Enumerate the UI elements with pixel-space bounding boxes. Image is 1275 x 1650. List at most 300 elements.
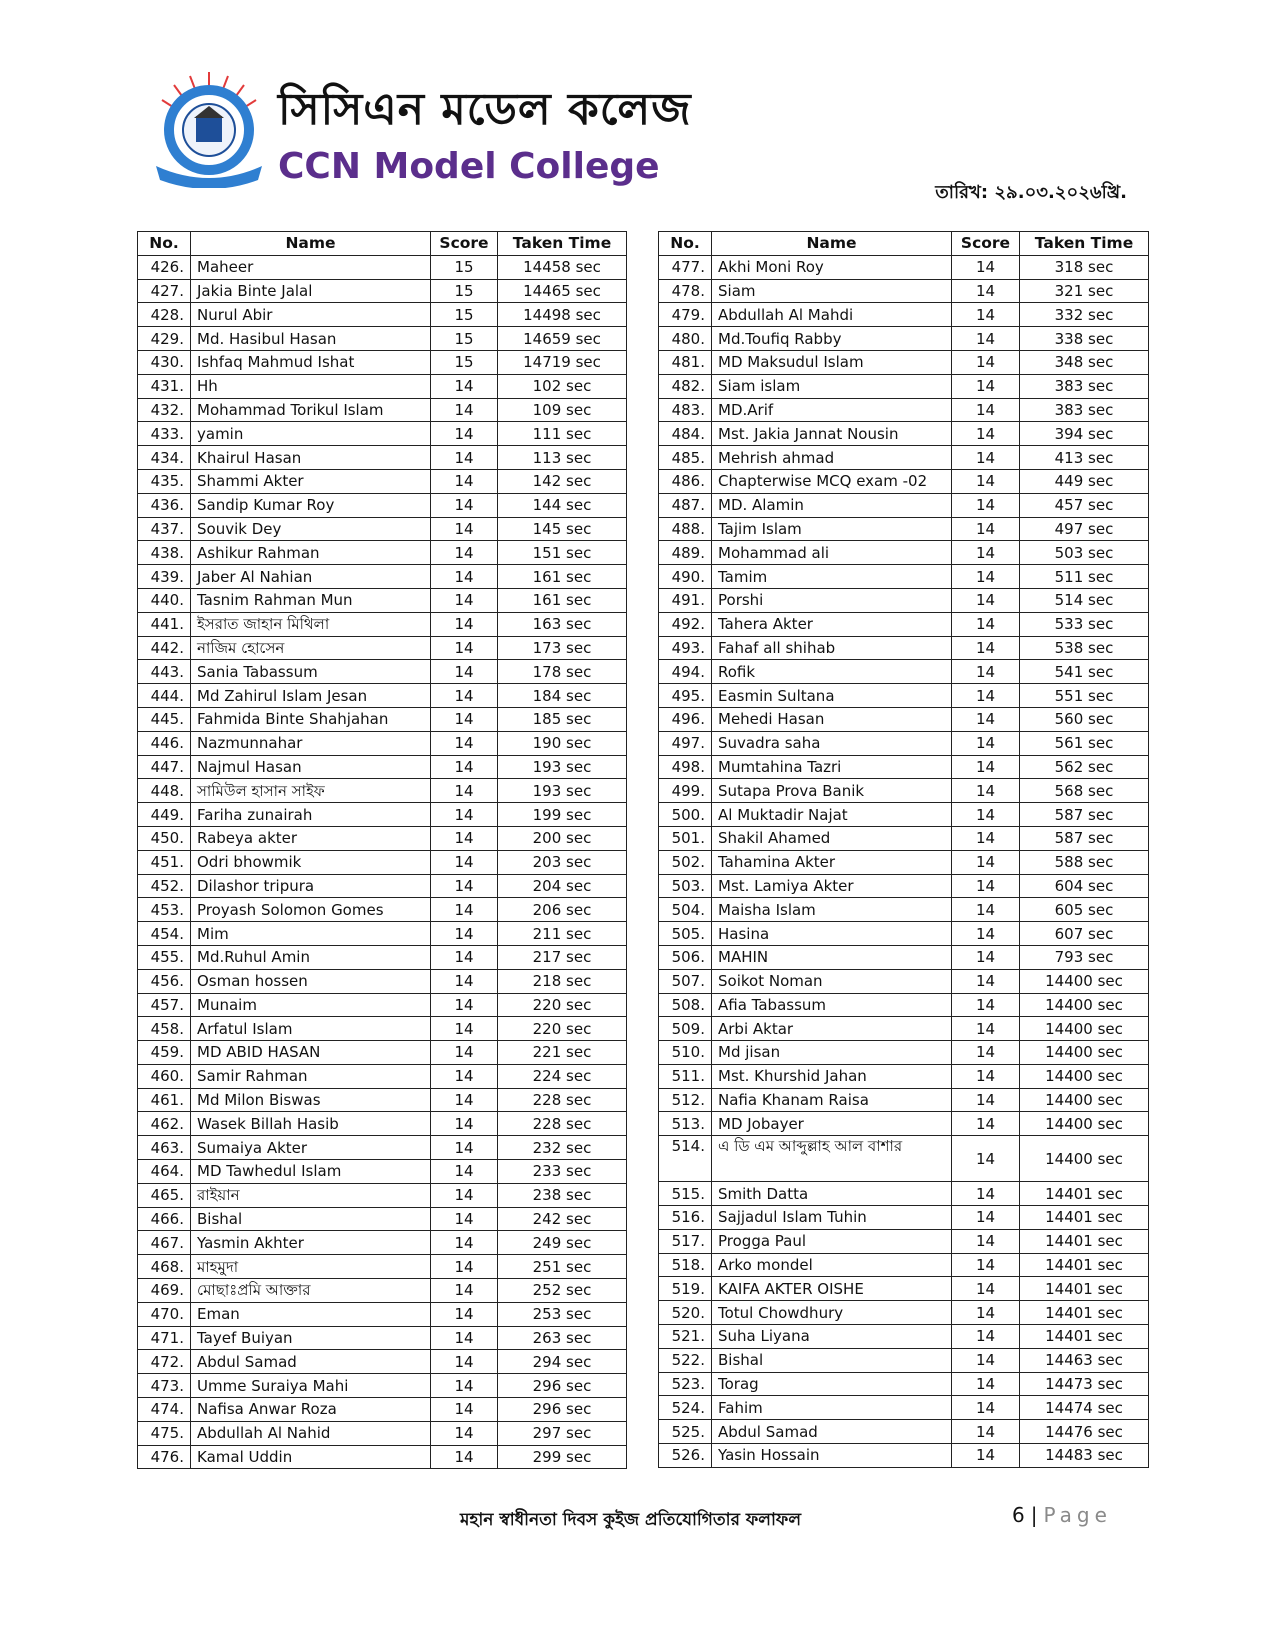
- participant-name: Mehedi Hasan: [712, 707, 952, 731]
- table-row: [138, 1445, 627, 1469]
- header-taken-time: Taken Time: [498, 232, 627, 256]
- table-row: [659, 874, 1149, 898]
- taken-time: 161 sec: [498, 565, 627, 589]
- score: 14: [431, 398, 498, 422]
- participant-name: Rofik: [712, 660, 952, 684]
- page-word: Page: [1043, 1503, 1112, 1527]
- taken-time: 383 sec: [1020, 398, 1149, 422]
- row-number: 440.: [138, 588, 191, 612]
- taken-time: 14400 sec: [1020, 1112, 1149, 1136]
- score: 14: [952, 969, 1020, 993]
- row-number: 449.: [138, 803, 191, 827]
- table-row: [659, 898, 1149, 922]
- score: 14: [952, 588, 1020, 612]
- table-header-row: [659, 232, 1149, 256]
- participant-name: Porshi: [712, 588, 952, 612]
- row-number: 518.: [659, 1253, 712, 1277]
- results-table-right: [658, 231, 1149, 1468]
- table-row: [659, 1206, 1149, 1230]
- taken-time: 560 sec: [1020, 707, 1149, 731]
- taken-time: 449 sec: [1020, 469, 1149, 493]
- row-number: 473.: [138, 1374, 191, 1398]
- participant-name: Wasek Billah Hasib: [191, 1112, 431, 1136]
- participant-name: Rabeya akter: [191, 826, 431, 850]
- taken-time: 562 sec: [1020, 755, 1149, 779]
- row-number: 442.: [138, 636, 191, 660]
- taken-time: 318 sec: [1020, 255, 1149, 279]
- participant-name: MD Tawhedul Islam: [191, 1160, 431, 1184]
- row-number: 507.: [659, 969, 712, 993]
- table-row: [659, 279, 1149, 303]
- participant-name: Abdullah Al Nahid: [191, 1421, 431, 1445]
- participant-name: Mst. Khurshid Jahan: [712, 1064, 952, 1088]
- taken-time: 163 sec: [498, 612, 627, 636]
- table-row: [138, 1279, 627, 1303]
- row-number: 461.: [138, 1088, 191, 1112]
- table-row: [659, 517, 1149, 541]
- header-score: Score: [952, 232, 1020, 256]
- participant-name: Tajim Islam: [712, 517, 952, 541]
- table-row: [138, 636, 627, 660]
- score: 14: [952, 1396, 1020, 1420]
- taken-time: 217 sec: [498, 945, 627, 969]
- participant-name: Md Milon Biswas: [191, 1088, 431, 1112]
- taken-time: 503 sec: [1020, 541, 1149, 565]
- participant-name: Progga Paul: [712, 1229, 952, 1253]
- taken-time: 193 sec: [498, 779, 627, 803]
- table-row: [138, 1183, 627, 1207]
- score: 14: [952, 707, 1020, 731]
- table-row: [659, 1420, 1149, 1444]
- taken-time: 533 sec: [1020, 612, 1149, 636]
- table-row: [659, 684, 1149, 708]
- score: 14: [431, 1183, 498, 1207]
- participant-name: Proyash Solomon Gomes: [191, 898, 431, 922]
- participant-name: Bishal: [191, 1207, 431, 1231]
- table-row: [138, 969, 627, 993]
- table-row: [138, 707, 627, 731]
- college-name-en: CCN Model College: [278, 146, 660, 187]
- row-number: 489.: [659, 541, 712, 565]
- row-number: 428.: [138, 303, 191, 327]
- taken-time: 184 sec: [498, 684, 627, 708]
- score: 14: [952, 398, 1020, 422]
- table-row: [659, 731, 1149, 755]
- table-row: [138, 374, 627, 398]
- taken-time: 232 sec: [498, 1136, 627, 1160]
- participant-name: Dilashor tripura: [191, 874, 431, 898]
- taken-time: 338 sec: [1020, 327, 1149, 351]
- row-number: 443.: [138, 660, 191, 684]
- taken-time: 161 sec: [498, 588, 627, 612]
- taken-time: 211 sec: [498, 922, 627, 946]
- participant-name: Sajjadul Islam Tuhin: [712, 1206, 952, 1230]
- participant-name: Umme Suraiya Mahi: [191, 1374, 431, 1398]
- taken-time: 173 sec: [498, 636, 627, 660]
- participant-name: Md.Ruhul Amin: [191, 945, 431, 969]
- taken-time: 604 sec: [1020, 874, 1149, 898]
- score: 14: [952, 1444, 1020, 1468]
- row-number: 435.: [138, 469, 191, 493]
- taken-time: 14401 sec: [1020, 1253, 1149, 1277]
- taken-time: 511 sec: [1020, 565, 1149, 589]
- table-row: [138, 1421, 627, 1445]
- participant-name: Mumtahina Tazri: [712, 755, 952, 779]
- row-number: 478.: [659, 279, 712, 303]
- taken-time: 14401 sec: [1020, 1277, 1149, 1301]
- taken-time: 253 sec: [498, 1302, 627, 1326]
- score: 14: [431, 1374, 498, 1398]
- participant-name: MD. Alamin: [712, 493, 952, 517]
- score: 14: [431, 1421, 498, 1445]
- score: 15: [431, 279, 498, 303]
- taken-time: 249 sec: [498, 1231, 627, 1255]
- taken-time: 607 sec: [1020, 922, 1149, 946]
- header-name: Name: [712, 232, 952, 256]
- row-number: 510.: [659, 1041, 712, 1065]
- table-row: [659, 1017, 1149, 1041]
- row-number: 487.: [659, 493, 712, 517]
- taken-time: 145 sec: [498, 517, 627, 541]
- participant-name: Souvik Dey: [191, 517, 431, 541]
- score: 14: [952, 803, 1020, 827]
- score: 15: [431, 327, 498, 351]
- score: 14: [431, 1445, 498, 1469]
- table-row: [138, 1326, 627, 1350]
- participant-name: সামিউল হাসান সাইফ: [191, 779, 431, 803]
- taken-time: 206 sec: [498, 898, 627, 922]
- score: 14: [952, 779, 1020, 803]
- participant-name: Mohammad Torikul Islam: [191, 398, 431, 422]
- table-row: [659, 1444, 1149, 1468]
- table-row: [138, 731, 627, 755]
- page-number: [1012, 1503, 1112, 1527]
- score: 14: [431, 469, 498, 493]
- row-number: 477.: [659, 255, 712, 279]
- taken-time: 204 sec: [498, 874, 627, 898]
- participant-name: Yasin Hossain: [712, 1444, 952, 1468]
- row-number: 467.: [138, 1231, 191, 1255]
- score: 14: [431, 588, 498, 612]
- table-row: [659, 1348, 1149, 1372]
- score: 14: [431, 1207, 498, 1231]
- row-number: 516.: [659, 1206, 712, 1230]
- participant-name: Siam islam: [712, 374, 952, 398]
- table-row: [138, 755, 627, 779]
- college-logo: [150, 70, 692, 200]
- row-number: 526.: [659, 1444, 712, 1468]
- participant-name: Mst. Lamiya Akter: [712, 874, 952, 898]
- row-number: 490.: [659, 565, 712, 589]
- taken-time: 587 sec: [1020, 803, 1149, 827]
- page-number-value: 6: [1012, 1503, 1025, 1527]
- table-row: [659, 1088, 1149, 1112]
- taken-time: 14400 sec: [1020, 993, 1149, 1017]
- score: 14: [952, 279, 1020, 303]
- table-row: [138, 1088, 627, 1112]
- table-row: [659, 1182, 1149, 1206]
- score: 14: [952, 1088, 1020, 1112]
- footer-title: মহান স্বাধীনতা দিবস কুইজ প্রতিযোগিতার ফলাফল: [460, 1510, 801, 1530]
- row-number: 501.: [659, 826, 712, 850]
- score: 14: [952, 850, 1020, 874]
- score: 14: [952, 612, 1020, 636]
- taken-time: 538 sec: [1020, 636, 1149, 660]
- taken-time: 14465 sec: [498, 279, 627, 303]
- row-number: 481.: [659, 350, 712, 374]
- participant-name: Hasina: [712, 922, 952, 946]
- participant-name: Nafia Khanam Raisa: [712, 1088, 952, 1112]
- participant-name: Jakia Binte Jalal: [191, 279, 431, 303]
- participant-name: Md. Hasibul Hasan: [191, 327, 431, 351]
- table-row: [659, 1229, 1149, 1253]
- table-row: [138, 279, 627, 303]
- participant-name: Tahamina Akter: [712, 850, 952, 874]
- score: 14: [952, 945, 1020, 969]
- participant-name: Totul Chowdhury: [712, 1301, 952, 1325]
- taken-time: 190 sec: [498, 731, 627, 755]
- participant-name: Munaim: [191, 993, 431, 1017]
- taken-time: 102 sec: [498, 374, 627, 398]
- row-number: 519.: [659, 1277, 712, 1301]
- table-row: [659, 398, 1149, 422]
- participant-name: Tamim: [712, 565, 952, 589]
- score: 14: [952, 1017, 1020, 1041]
- score: 14: [431, 898, 498, 922]
- row-number: 498.: [659, 755, 712, 779]
- row-number: 462.: [138, 1112, 191, 1136]
- taken-time: 299 sec: [498, 1445, 627, 1469]
- score: 14: [431, 374, 498, 398]
- row-number: 448.: [138, 779, 191, 803]
- row-number: 438.: [138, 541, 191, 565]
- taken-time: 238 sec: [498, 1183, 627, 1207]
- score: 14: [431, 1041, 498, 1065]
- taken-time: 14401 sec: [1020, 1206, 1149, 1230]
- row-number: 512.: [659, 1088, 712, 1112]
- score: 14: [952, 1136, 1020, 1182]
- participant-name: Mehrish ahmad: [712, 446, 952, 470]
- participant-name: Maheer: [191, 255, 431, 279]
- row-number: 485.: [659, 446, 712, 470]
- table-row: [138, 850, 627, 874]
- row-number: 439.: [138, 565, 191, 589]
- taken-time: 413 sec: [1020, 446, 1149, 470]
- participant-name: Abdullah Al Mahdi: [712, 303, 952, 327]
- participant-name: Al Muktadir Najat: [712, 803, 952, 827]
- participant-name: Abdul Samad: [712, 1420, 952, 1444]
- table-row: [138, 588, 627, 612]
- table-row: [659, 707, 1149, 731]
- participant-name: Mst. Jakia Jannat Nousin: [712, 422, 952, 446]
- taken-time: 263 sec: [498, 1326, 627, 1350]
- row-number: 444.: [138, 684, 191, 708]
- participant-name: ইসরাত জাহান মিথিলা: [191, 612, 431, 636]
- taken-time: 178 sec: [498, 660, 627, 684]
- row-number: 524.: [659, 1396, 712, 1420]
- table-row: [659, 922, 1149, 946]
- participant-name: Mohammad ali: [712, 541, 952, 565]
- taken-time: 551 sec: [1020, 684, 1149, 708]
- score: 14: [431, 945, 498, 969]
- results-table-left: [137, 231, 627, 1469]
- participant-name: Najmul Hasan: [191, 755, 431, 779]
- row-number: 517.: [659, 1229, 712, 1253]
- taken-time: 199 sec: [498, 803, 627, 827]
- taken-time: 228 sec: [498, 1088, 627, 1112]
- taken-time: 14400 sec: [1020, 969, 1149, 993]
- score: 14: [431, 1255, 498, 1279]
- row-number: 463.: [138, 1136, 191, 1160]
- score: 14: [952, 517, 1020, 541]
- score: 14: [952, 422, 1020, 446]
- row-number: 488.: [659, 517, 712, 541]
- table-row: [659, 1372, 1149, 1396]
- taken-time: 588 sec: [1020, 850, 1149, 874]
- row-number: 446.: [138, 731, 191, 755]
- row-number: 456.: [138, 969, 191, 993]
- score: 14: [952, 303, 1020, 327]
- score: 14: [431, 1160, 498, 1184]
- participant-name: Kamal Uddin: [191, 1445, 431, 1469]
- taken-time: 332 sec: [1020, 303, 1149, 327]
- row-number: 469.: [138, 1279, 191, 1303]
- participant-name: রাইয়ান: [191, 1183, 431, 1207]
- row-number: 484.: [659, 422, 712, 446]
- taken-time: 228 sec: [498, 1112, 627, 1136]
- row-number: 452.: [138, 874, 191, 898]
- header-name: Name: [191, 232, 431, 256]
- score: 14: [952, 1064, 1020, 1088]
- row-number: 474.: [138, 1398, 191, 1422]
- taken-time: 220 sec: [498, 993, 627, 1017]
- table-row: [138, 422, 627, 446]
- taken-time: 568 sec: [1020, 779, 1149, 803]
- taken-time: 14474 sec: [1020, 1396, 1149, 1420]
- taken-time: 14498 sec: [498, 303, 627, 327]
- table-row: [138, 541, 627, 565]
- participant-name: Arfatul Islam: [191, 1017, 431, 1041]
- table-row: [138, 469, 627, 493]
- score: 14: [952, 469, 1020, 493]
- participant-name: Yasmin Akhter: [191, 1231, 431, 1255]
- table-row: [138, 350, 627, 374]
- header-taken-time: Taken Time: [1020, 232, 1149, 256]
- score: 14: [952, 660, 1020, 684]
- taken-time: 14400 sec: [1020, 1136, 1149, 1182]
- table-row: [659, 779, 1149, 803]
- taken-time: 14401 sec: [1020, 1182, 1149, 1206]
- table-row: [659, 422, 1149, 446]
- row-number: 496.: [659, 707, 712, 731]
- score: 14: [952, 636, 1020, 660]
- table-row: [138, 255, 627, 279]
- table-row: [138, 1017, 627, 1041]
- table-row: [659, 803, 1149, 827]
- participant-name: MAHIN: [712, 945, 952, 969]
- table-row: [138, 898, 627, 922]
- row-number: 447.: [138, 755, 191, 779]
- score: 14: [431, 1064, 498, 1088]
- participant-name: এ ডি এম আব্দুল্লাহ আল বাশার: [712, 1136, 952, 1182]
- taken-time: 14659 sec: [498, 327, 627, 351]
- row-number: 515.: [659, 1182, 712, 1206]
- taken-time: 242 sec: [498, 1207, 627, 1231]
- score: 14: [952, 1253, 1020, 1277]
- participant-name: Jaber Al Nahian: [191, 565, 431, 589]
- participant-name: Bishal: [712, 1348, 952, 1372]
- taken-time: 297 sec: [498, 1421, 627, 1445]
- score: 14: [952, 755, 1020, 779]
- table-row: [659, 1301, 1149, 1325]
- table-row: [138, 1112, 627, 1136]
- row-number: 520.: [659, 1301, 712, 1325]
- row-number: 509.: [659, 1017, 712, 1041]
- score: 14: [431, 1350, 498, 1374]
- score: 14: [431, 660, 498, 684]
- row-number: 450.: [138, 826, 191, 850]
- row-number: 464.: [138, 1160, 191, 1184]
- table-row: [659, 636, 1149, 660]
- table-row: [659, 446, 1149, 470]
- score: 14: [431, 969, 498, 993]
- table-row: [659, 1112, 1149, 1136]
- score: 14: [952, 731, 1020, 755]
- score: 14: [952, 327, 1020, 351]
- score: 14: [952, 541, 1020, 565]
- score: 14: [431, 993, 498, 1017]
- participant-name: Sutapa Prova Banik: [712, 779, 952, 803]
- taken-time: 111 sec: [498, 422, 627, 446]
- table-row: [138, 922, 627, 946]
- participant-name: Sandip Kumar Roy: [191, 493, 431, 517]
- table-row: [138, 303, 627, 327]
- table-row: [138, 803, 627, 827]
- row-number: 492.: [659, 612, 712, 636]
- participant-name: Chapterwise MCQ exam -02: [712, 469, 952, 493]
- taken-time: 321 sec: [1020, 279, 1149, 303]
- row-number: 437.: [138, 517, 191, 541]
- row-number: 521.: [659, 1325, 712, 1349]
- score: 14: [952, 255, 1020, 279]
- score: 14: [952, 1325, 1020, 1349]
- page-separator: |: [1030, 1503, 1038, 1527]
- score: 14: [952, 826, 1020, 850]
- row-number: 505.: [659, 922, 712, 946]
- table-row: [138, 565, 627, 589]
- taken-time: 14400 sec: [1020, 1017, 1149, 1041]
- table-row: [138, 945, 627, 969]
- participant-name: Tasnim Rahman Mun: [191, 588, 431, 612]
- participant-name: Ishfaq Mahmud Ishat: [191, 350, 431, 374]
- row-number: 500.: [659, 803, 712, 827]
- table-row: [138, 517, 627, 541]
- table-row: [659, 493, 1149, 517]
- table-row: [138, 1160, 627, 1184]
- taken-time: 561 sec: [1020, 731, 1149, 755]
- table-row: [138, 1231, 627, 1255]
- score: 14: [952, 1420, 1020, 1444]
- table-row: [138, 612, 627, 636]
- row-number: 480.: [659, 327, 712, 351]
- row-number: 486.: [659, 469, 712, 493]
- row-number: 432.: [138, 398, 191, 422]
- participant-name: Shakil Ahamed: [712, 826, 952, 850]
- table-row: [659, 1277, 1149, 1301]
- table-row: [138, 398, 627, 422]
- participant-name: Siam: [712, 279, 952, 303]
- table-row: [138, 1255, 627, 1279]
